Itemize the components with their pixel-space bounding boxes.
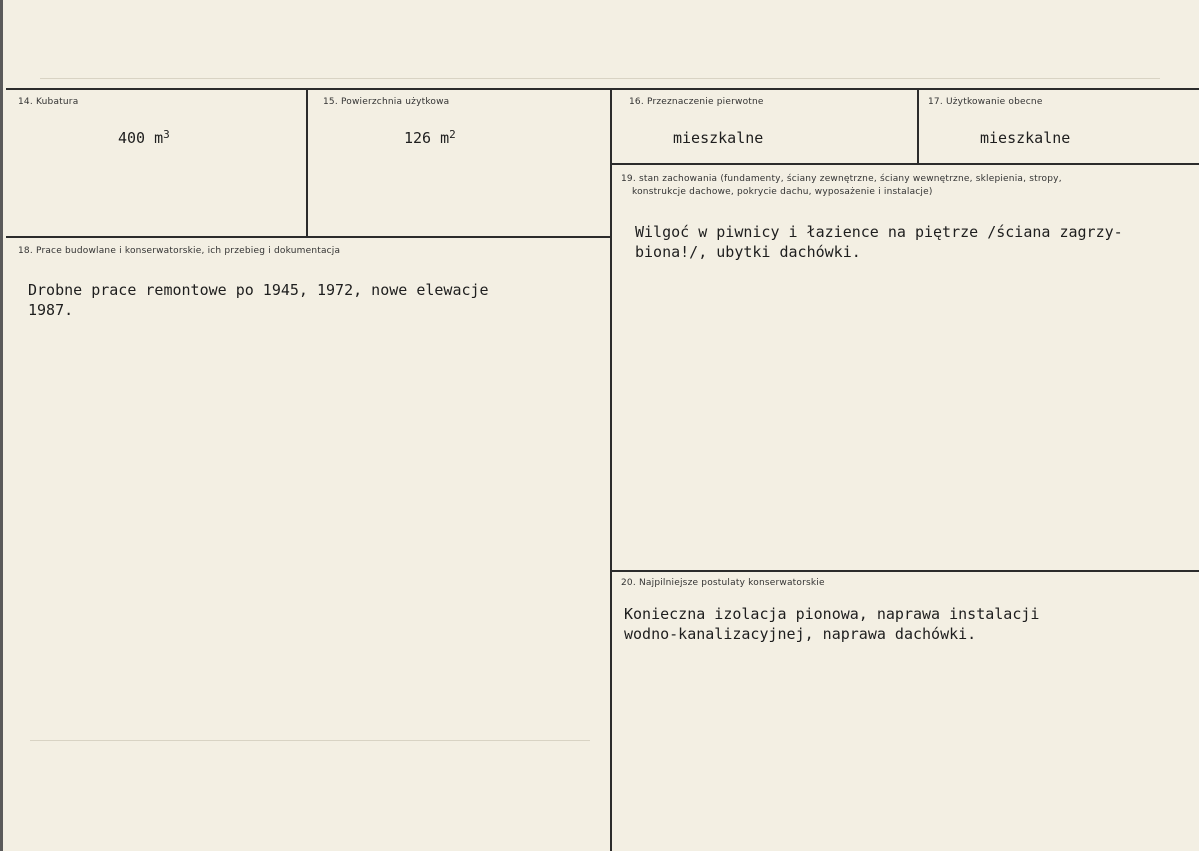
field-16-value: mieszkalne [673, 129, 764, 147]
field-15-value: 126 $m^2$ [404, 128, 456, 147]
top-border-line [6, 88, 1199, 90]
field-19-line-1: Wilgoć w piwnicy i łazience na piętrze /ściana zagrzy- [635, 223, 1123, 241]
column-divider-main [610, 88, 612, 851]
superscript: 2 [449, 128, 456, 141]
column-divider-14-15 [306, 88, 308, 237]
row-divider-lower-right [612, 570, 1199, 572]
field-19-label-line-1: 19. stan zachowania (fundamenty, ściany zewnętrzne, ściany wewnętrzne, sklepienia, stropy, [621, 174, 1062, 184]
field-18-line-2: 1987. [28, 301, 74, 319]
faint-line [30, 740, 590, 741]
field-14-value: 400 $m^3$ [118, 128, 170, 147]
field-20-label: 20. Najpilniejsze postulaty konserwatorskie [621, 578, 825, 588]
field-18-label: 18. Prace budowlane i konserwatorskie, ich przebieg i dokumentacja [18, 246, 341, 256]
field-19-line-2: biona!/, ubytki dachówki. [635, 243, 861, 261]
superscript: 3 [163, 128, 170, 141]
field-16-label: 16. Przeznaczenie pierwotne [629, 97, 764, 107]
field-19-label-line-2: konstrukcje dachowe, pokrycie dachu, wyposażenie i instalacje) [632, 187, 933, 197]
field-18-line-1: Drobne prace remontowe po 1945, 1972, nowe elewacje [28, 281, 489, 299]
faint-line [40, 78, 1160, 79]
field-15-label: 15. Powierzchnia użytkowa [323, 97, 450, 107]
field-17-value: mieszkalne [980, 129, 1071, 147]
field-17-label: 17. Użytkowanie obecne [928, 97, 1043, 107]
field-20-line-2: wodno-kanalizacyjnej, naprawa dachówki. [624, 625, 977, 643]
row-divider-right [612, 163, 1199, 165]
field-20-line-1: Konieczna izolacja pionowa, naprawa instalacji [624, 605, 1040, 623]
field-14-label: 14. Kubatura [18, 97, 79, 107]
row-divider-left [6, 236, 612, 238]
column-divider-16-17 [917, 88, 919, 164]
